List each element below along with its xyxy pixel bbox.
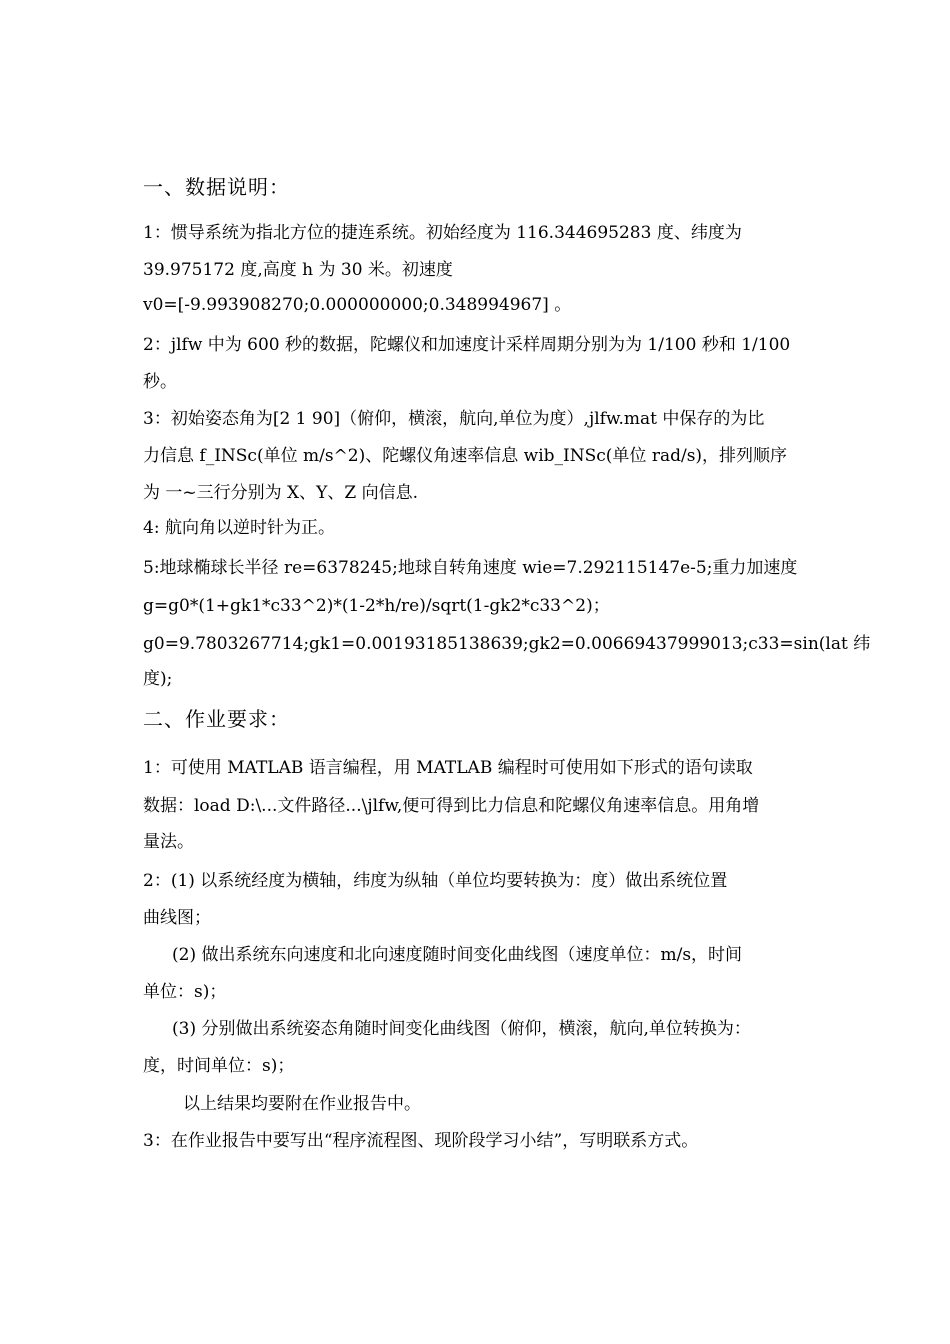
paragraph-line: 单位：s)； — [143, 982, 227, 1002]
paragraph-line: 曲线图； — [143, 908, 211, 928]
paragraph-line: 度，时间单位：s)； — [143, 1056, 295, 1076]
paragraph-line: 2：(1) 以系统经度为横轴，纬度为纵轴（单位均要转换为：度）做出系统位置 — [143, 871, 728, 891]
paragraph-line: 力信息 f_INSc(单位 m/s^2)、陀螺仪角速率信息 wib_INSc(单位 rad/s)，排列顺序 — [143, 446, 788, 466]
paragraph-line: 4: 航向角以逆时针为正。 — [143, 518, 335, 538]
paragraph-line: 5:地球椭球长半径 re=6378245;地球自转角速度 wie=7.292115147e-5;重力加速度 — [143, 558, 798, 578]
paragraph-line: 3：初始姿态角为[2 1 90]（俯仰，横滚，航向,单位为度）,jlfw.mat 中保存的为比 — [143, 409, 765, 429]
formula-line: g=g0*(1+gk1*c33^2)*(1-2*h/re)/sqrt(1-gk2*c33^2)； — [143, 596, 610, 616]
paragraph-line: 为 一~三行分别为 X、Y、Z 向信息. — [143, 483, 418, 503]
paragraph-line: v0=[-9.993908270;0.000000000;0.348994967] 。 — [143, 295, 572, 315]
paragraph-line: 以上结果均要附在作业报告中。 — [183, 1094, 421, 1114]
paragraph-line: 秒。 — [143, 372, 177, 392]
paragraph-line: 度); — [143, 669, 173, 689]
paragraph-line: (3) 分别做出系统姿态角随时间变化曲线图（俯仰，横滚，航向,单位转换为： — [172, 1019, 751, 1039]
paragraph-line: 量法。 — [143, 832, 194, 852]
paragraph-line: 1：可使用 MATLAB 语言编程，用 MATLAB 编程时可使用如下形式的语句读取 — [143, 758, 753, 778]
paragraph-line: 39.975172 度,高度 h 为 30 米。初速度 — [143, 260, 453, 280]
section-heading-assignment-requirements: 二、作业要求： — [143, 707, 290, 731]
paragraph-line: (2) 做出系统东向速度和北向速度随时间变化曲线图（速度单位：m/s，时间 — [172, 945, 743, 965]
formula-line: g0=9.7803267714;gk1=0.00193185138639;gk2=0.00669437999013;c33=sin(lat 纬 — [143, 634, 871, 654]
paragraph-line: 1：惯导系统为指北方位的捷连系统。初始经度为 116.344695283 度、纬度为 — [143, 223, 742, 243]
paragraph-line: 数据：load D:\...文件路径...\jlfw,便可得到比力信息和陀螺仪角速率信息。用角增 — [143, 796, 760, 816]
paragraph-line: 2：jlfw 中为 600 秒的数据，陀螺仪和加速度计采样周期分别为为 1/100 秒和 1/100 — [143, 335, 791, 355]
paragraph-line: 3：在作业报告中要写出“程序流程图、现阶段学习小结”，写明联系方式。 — [143, 1131, 699, 1151]
section-heading-data-description: 一、数据说明： — [143, 175, 290, 199]
